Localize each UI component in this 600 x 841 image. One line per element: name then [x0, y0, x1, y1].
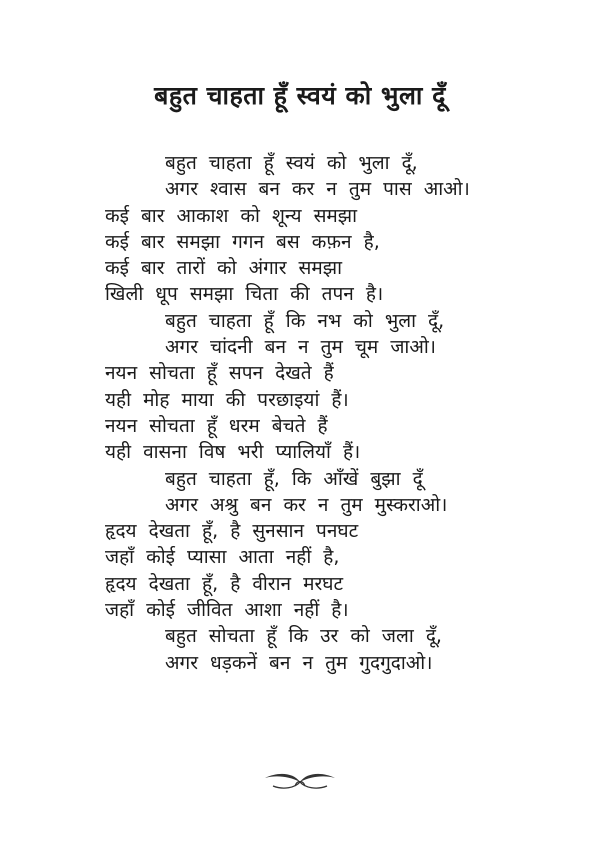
poem-line: बहुत चाहता हूँ स्वयं को भुला दूँ,	[165, 152, 418, 174]
poem-line: जहाँ कोई प्यासा आता नहीं है,	[105, 546, 340, 569]
poem-line: हृदय देखता हूँ, है सुनसान पनघट	[105, 520, 359, 543]
flourish-ornament-icon	[255, 768, 345, 792]
poem-line: नयन सोचता हूँ धरम बेचते हैं	[105, 414, 328, 437]
poem-line: अगर अश्रु बन कर न तुम मुस्कराओ।	[165, 493, 448, 516]
poem-line: बहुत सोचता हूँ कि उर को जला दूँ,	[165, 625, 442, 648]
poem-line: हृदय देखता हूँ, है वीरान मरघट	[105, 572, 344, 595]
poem-line: अगर धड़कनें बन न तुम गुदगुदाओ।	[165, 651, 433, 674]
poem-line: अगर चांदनी बन न तुम चूम जाओ।	[165, 336, 436, 359]
poem-line: यही मोह माया की परछाइयां हैं।	[105, 388, 349, 411]
poem-line: कई बार समझा गगन बस कफ़न है,	[105, 230, 380, 253]
poem-title: बहुत चाहता हूँ स्वयं को भुला दूँ	[154, 81, 446, 110]
poem-line: कई बार तारों को अंगार समझा	[105, 257, 343, 280]
poem-line: अगर श्वास बन कर न तुम पास आओ।	[165, 178, 470, 201]
poem-line: खिली धूप समझा चिता की तपन है।	[105, 283, 384, 306]
poem-line: कई बार आकाश को शून्य समझा	[105, 204, 358, 227]
poem-line: बहुत चाहता हूँ कि नभ को भुला दूँ,	[165, 309, 445, 332]
poem-line: बहुत चाहता हूँ, कि आँखें बुझा दूँ	[165, 467, 423, 490]
poem-line: नयन सोचता हूँ सपन देखते हैं	[105, 362, 334, 385]
poem-line: जहाँ कोई जीवित आशा नहीं है।	[105, 599, 349, 622]
poem-line: यही वासना विष भरी प्यालियाँ हैं।	[105, 441, 361, 464]
poem-body	[105, 150, 525, 676]
